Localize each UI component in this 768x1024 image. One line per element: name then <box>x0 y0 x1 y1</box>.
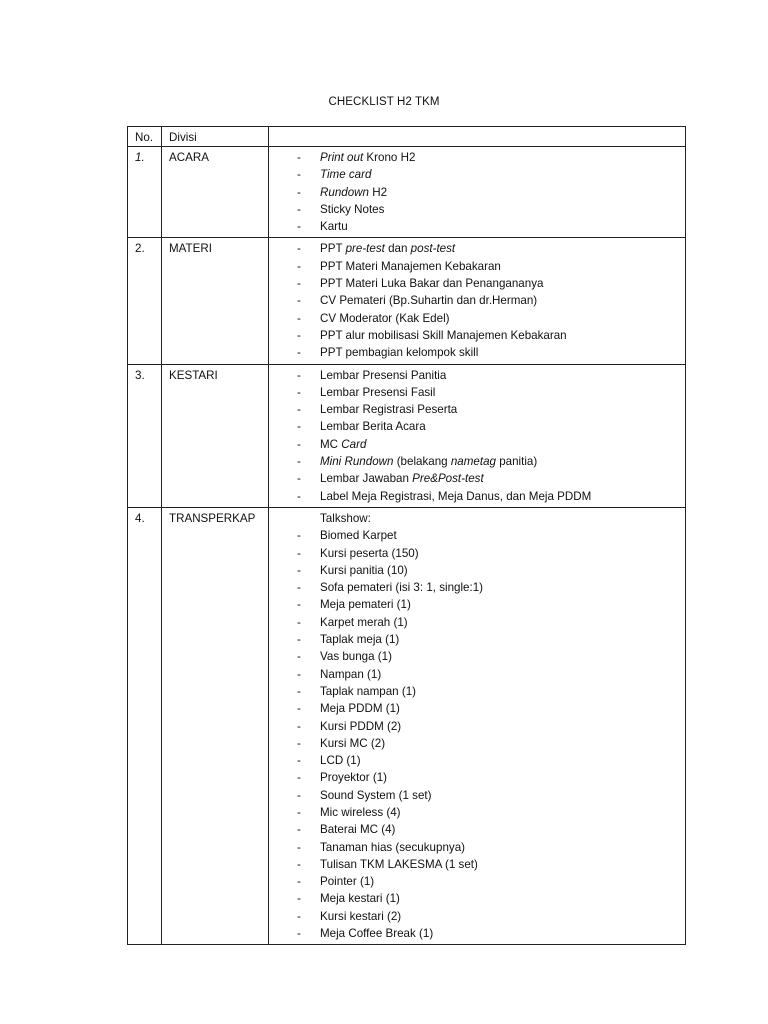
list-item <box>269 873 685 890</box>
header-division: Divisi <box>162 127 269 147</box>
list-item <box>269 436 685 453</box>
list-item <box>269 310 685 327</box>
dash-bullet: - <box>297 927 301 941</box>
list-item <box>269 890 685 907</box>
division-cell <box>162 507 269 944</box>
item-text: Lembar Berita Acara <box>320 420 426 434</box>
list-item <box>269 908 685 925</box>
dash-bullet: - <box>297 168 301 182</box>
list-item <box>269 240 685 257</box>
row-number: 3. <box>135 368 145 382</box>
dash-bullet: - <box>297 754 301 768</box>
item-text: Meja kestari (1) <box>320 892 400 906</box>
list-item <box>269 614 685 631</box>
item-text: CV Pemateri (Bp.Suhartin dan dr.Herman) <box>320 294 538 308</box>
row-number-cell <box>128 238 162 364</box>
item-text: PPT pembagian kelompok skill <box>320 346 479 360</box>
row-number-cell <box>128 147 162 238</box>
document-title: CHECKLIST H2 TKM <box>328 96 440 108</box>
dash-bullet: - <box>297 840 301 854</box>
item-text: Meja PDDM (1) <box>320 702 400 716</box>
item-italic-text: Rundown <box>320 185 369 199</box>
table-row <box>128 238 686 364</box>
dash-bullet: - <box>297 151 301 164</box>
item-text: Kursi kestari (2) <box>320 909 402 923</box>
dash-bullet: - <box>297 615 301 629</box>
item-text: Lembar Jawaban <box>320 472 413 486</box>
item-text: Kursi panitia (10) <box>320 563 408 577</box>
table-row <box>128 507 686 944</box>
dash-bullet: - <box>297 472 301 486</box>
item-text: Meja Coffee Break (1) <box>320 927 434 941</box>
row-number-cell <box>128 507 162 944</box>
dash-bullet: - <box>297 311 301 325</box>
dash-bullet: - <box>297 346 301 360</box>
list-item <box>269 856 685 873</box>
dash-bullet: - <box>297 489 301 503</box>
item-text: Meja pemateri (1) <box>320 598 411 612</box>
item-text: dan <box>384 242 411 256</box>
dash-bullet: - <box>297 633 301 647</box>
item-text: Tanaman hias (secukupnya) <box>320 840 466 854</box>
item-italic-text: Card <box>341 437 367 451</box>
dash-bullet: - <box>297 242 301 256</box>
item-text: Nampan (1) <box>320 667 382 681</box>
list-item <box>269 418 685 435</box>
list-item <box>269 769 685 786</box>
item-italic-text: nametag <box>450 455 496 469</box>
header-items <box>269 127 686 147</box>
dash-bullet: - <box>297 581 301 595</box>
dash-bullet: - <box>297 185 301 199</box>
row-number: 1. <box>135 151 145 164</box>
table-row <box>128 147 686 238</box>
row-number: 4. <box>135 511 145 525</box>
division-cell <box>162 147 269 238</box>
item-text: PPT alur mobilisasi Skill Manajemen Kebakaran <box>320 328 567 342</box>
item-italic-text: pre-test <box>345 242 385 256</box>
list-item <box>269 787 685 804</box>
division-name: KESTARI <box>169 368 218 382</box>
item-italic-text: Mini Rundown <box>320 455 394 469</box>
dash-bullet: - <box>297 437 301 451</box>
division-name: MATERI <box>169 242 212 256</box>
items-cell <box>269 364 686 507</box>
dash-bullet: - <box>297 385 301 399</box>
list-item <box>269 735 685 752</box>
dash-bullet: - <box>297 805 301 819</box>
item-italic-text: Pre&Post-test <box>412 472 484 486</box>
dash-bullet: - <box>297 563 301 577</box>
item-text: Mic wireless (4) <box>320 805 401 819</box>
row-number-cell <box>128 364 162 507</box>
item-text: Sound System (1 set) <box>320 788 432 802</box>
division-name: TRANSPERKAP <box>169 511 256 525</box>
item-text: LCD (1) <box>320 754 361 768</box>
item-list <box>269 147 685 237</box>
item-text: Label Meja Registrasi, Meja Danus, dan Meja PDDM <box>320 489 592 503</box>
item-text: panitia) <box>495 455 538 469</box>
list-item <box>269 292 685 309</box>
item-text: Tulisan TKM LAKESMA (1 set) <box>320 857 478 871</box>
list-item <box>269 804 685 821</box>
dash-bullet: - <box>297 892 301 906</box>
dash-bullet: - <box>297 368 301 382</box>
item-text: PPT Materi Manajemen Kebakaran <box>320 259 501 273</box>
list-item <box>269 470 685 487</box>
list-item <box>269 648 685 665</box>
items-cell <box>269 507 686 944</box>
dash-bullet: - <box>297 220 301 234</box>
list-item <box>269 275 685 292</box>
list-item <box>269 344 685 361</box>
list-item <box>269 718 685 735</box>
division-cell <box>162 364 269 507</box>
dash-bullet: - <box>297 529 301 543</box>
list-item <box>269 384 685 401</box>
list-item <box>269 258 685 275</box>
item-text: Biomed Karpet <box>320 529 397 543</box>
list-item <box>269 488 685 505</box>
list-item <box>269 527 685 544</box>
dash-bullet: - <box>297 719 301 733</box>
item-text: H2 <box>369 185 388 199</box>
item-text: Kartu <box>320 220 348 234</box>
item-italic-text: post-test <box>410 242 456 256</box>
row-number: 2. <box>135 242 145 256</box>
list-item <box>269 925 685 942</box>
dash-bullet: - <box>297 823 301 837</box>
item-text: Lembar Presensi Panitia <box>320 368 447 382</box>
item-text: Sofa pemateri (isi 3: 1, single:1) <box>320 581 484 595</box>
dash-bullet: - <box>297 788 301 802</box>
list-item <box>269 579 685 596</box>
item-text: Vas bunga (1) <box>320 650 392 664</box>
list-item <box>269 700 685 717</box>
list-item <box>269 683 685 700</box>
item-text: Lembar Presensi Fasil <box>320 385 436 399</box>
list-item <box>269 401 685 418</box>
dash-bullet: - <box>297 546 301 560</box>
item-text: Kursi MC (2) <box>320 736 386 750</box>
table-header-row <box>128 127 686 147</box>
item-text: Kursi peserta (150) <box>320 546 419 560</box>
dash-bullet: - <box>297 202 301 216</box>
dash-bullet: - <box>297 875 301 889</box>
list-item <box>269 453 685 470</box>
item-text: PPT <box>320 242 346 256</box>
list-item <box>269 184 685 201</box>
list-item <box>269 666 685 683</box>
item-text: (belakang <box>393 455 451 469</box>
table-row <box>128 364 686 507</box>
list-item <box>269 218 685 235</box>
dash-bullet: - <box>297 857 301 871</box>
list-item <box>269 327 685 344</box>
dash-bullet: - <box>297 909 301 923</box>
item-text: Lembar Registrasi Peserta <box>320 403 458 417</box>
item-text: Baterai MC (4) <box>320 823 396 837</box>
list-item <box>269 631 685 648</box>
items-cell <box>269 147 686 238</box>
dash-bullet: - <box>297 650 301 664</box>
item-text: Sticky Notes <box>320 202 385 216</box>
list-item <box>269 596 685 613</box>
item-group-heading: Talkshow: <box>320 511 371 525</box>
item-text: Kursi PDDM (2) <box>320 719 402 733</box>
item-text: Karpet merah (1) <box>320 615 408 629</box>
division-name: ACARA <box>169 151 209 164</box>
dash-bullet: - <box>297 259 301 273</box>
list-item <box>269 545 685 562</box>
dash-bullet: - <box>297 702 301 716</box>
item-text: Taplak nampan (1) <box>320 684 417 698</box>
division-cell <box>162 238 269 364</box>
dash-bullet: - <box>297 667 301 681</box>
list-item <box>269 149 685 166</box>
dash-bullet: - <box>297 403 301 417</box>
list-item <box>269 752 685 769</box>
item-text: CV Moderator (Kak Edel) <box>320 311 450 325</box>
dash-bullet: - <box>297 420 301 434</box>
items-cell <box>269 238 686 364</box>
dash-bullet: - <box>297 684 301 698</box>
dash-bullet: - <box>297 455 301 469</box>
item-text: PPT Materi Luka Bakar dan Penangananya <box>320 277 544 291</box>
dash-bullet: - <box>297 598 301 612</box>
item-italic-text: Print out <box>320 151 364 164</box>
item-list <box>269 365 685 507</box>
dash-bullet: - <box>297 294 301 308</box>
item-list <box>269 508 685 944</box>
item-text: Krono H2 <box>363 151 416 164</box>
item-text: Proyektor (1) <box>320 771 388 785</box>
list-item <box>269 562 685 579</box>
header-no: No. <box>128 127 162 147</box>
list-item <box>269 839 685 856</box>
list-item <box>269 367 685 384</box>
item-text: MC <box>320 437 342 451</box>
dash-bullet: - <box>297 277 301 291</box>
dash-bullet: - <box>297 771 301 785</box>
checklist-table <box>127 126 686 945</box>
item-text: Pointer (1) <box>320 875 375 889</box>
list-item <box>269 821 685 838</box>
dash-bullet: - <box>297 736 301 750</box>
item-italic-text: Time card <box>320 168 372 182</box>
list-item <box>269 166 685 183</box>
item-list <box>269 238 685 363</box>
dash-bullet: - <box>297 328 301 342</box>
list-item <box>269 201 685 218</box>
item-text: Taplak meja (1) <box>320 633 400 647</box>
